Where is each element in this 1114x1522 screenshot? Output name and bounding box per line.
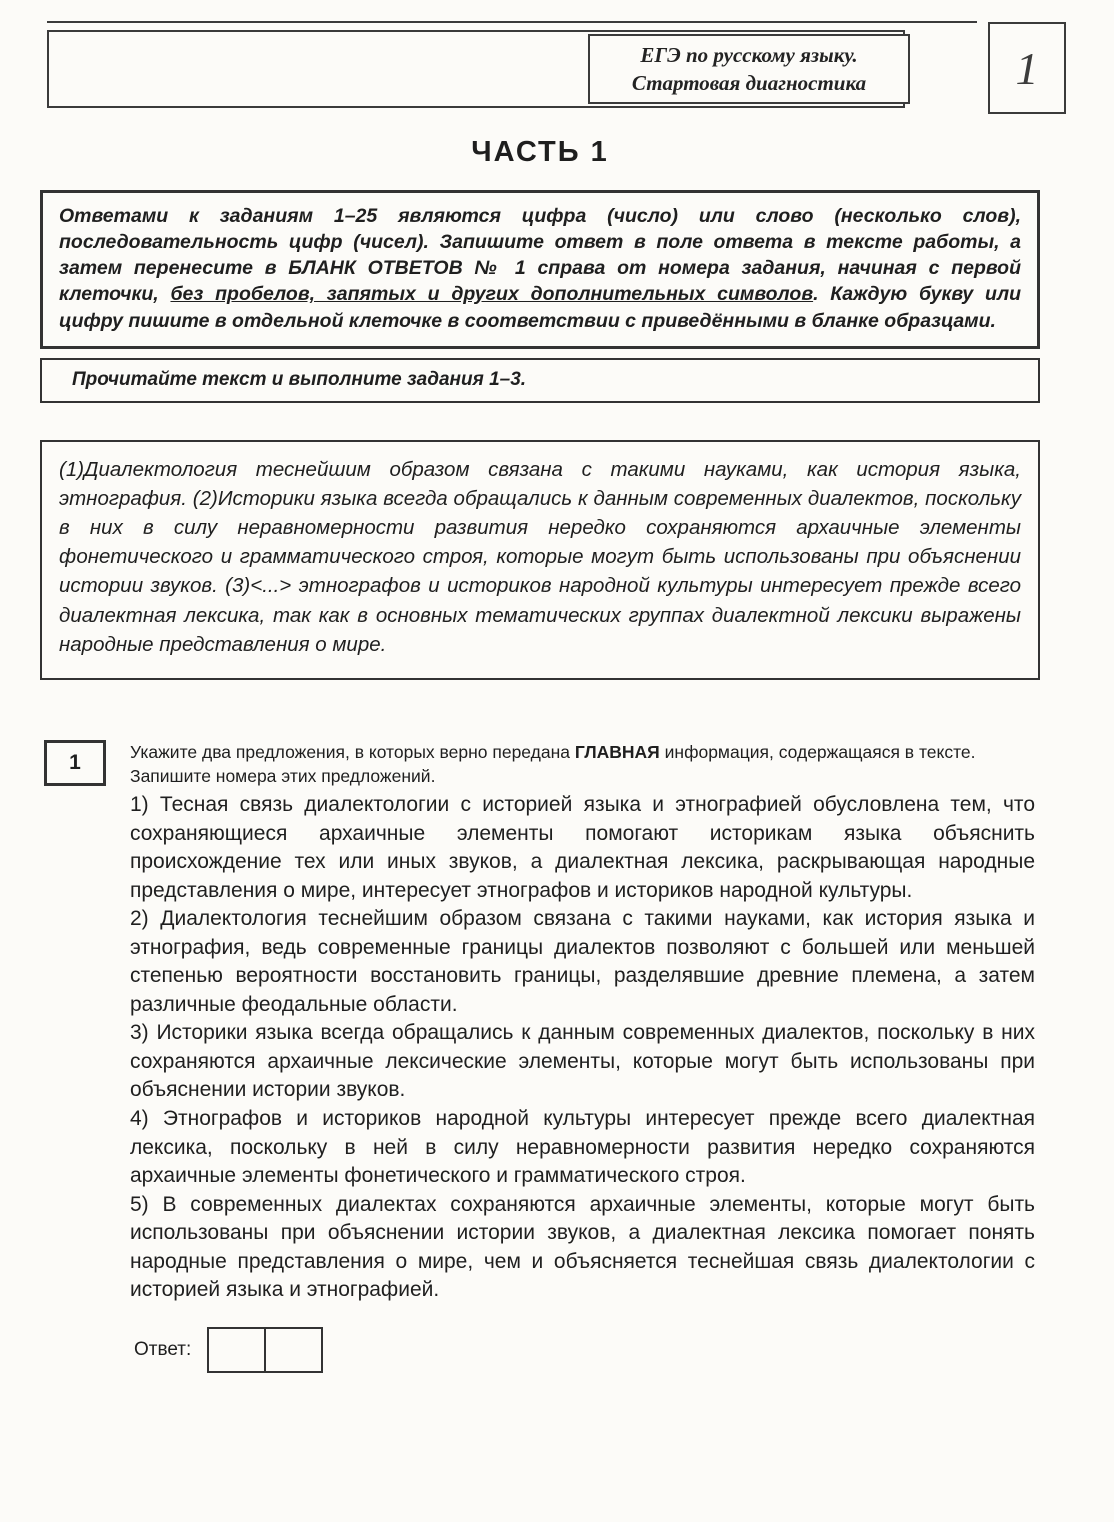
task1-number-box [44, 740, 106, 786]
answer-option: 2) Диалектология теснейшим образом связана с такими науками, как история языка и этнография, ведь современные границы диалектов позволяют с большей или меньшей степенью вероятности восстановить границы, разделявшие древние племена, а затем различные феодальные области. [130, 907, 1035, 1016]
task1-options [130, 791, 1035, 1305]
header-rule [47, 21, 977, 23]
answer-cell-1[interactable] [209, 1329, 264, 1371]
answer-cell-2[interactable] [264, 1329, 321, 1371]
answer-option: 3) Историки языка всегда обращались к данным современных диалектов, поскольку в них сохраняются архаичные лексические элементы, которые могут быть использованы при объяснении истории звуков. [130, 1021, 1035, 1102]
passage-text: (1)Диалектология теснейшим образом связана с такими науками, как история языка, этнография. (2)Историки языка всегда обращались к данным современных диалектов, поскольку в них в силу неравномерности развития нередко сохраняются архаичные элементы фонетического и грамматического строя, которые могут быть использованы при объяснении истории звуков. (3)<...> этнографов и историков народной культуры интересует прежде всего диалектная лексика, так как в основных тематических группах диалектной лексики выражены народные представления о мире. [59, 458, 1021, 656]
instructions-seg2: справа от номера задания, начиная с первой клеточки, [59, 257, 1021, 306]
answer-row [134, 1327, 1035, 1373]
answer-option: 4) Этнографов и историков народной культуры интересует прежде всего диалектная лексика, поскольку в ней в силу неравномерности развития нередко сохраняются архаичные элементы фонетического и грамматического строя. [130, 1107, 1035, 1188]
page-number-box [988, 22, 1066, 114]
task1-body [130, 791, 1035, 1373]
passage-box [40, 440, 1040, 680]
task1-number: 1 [69, 751, 81, 774]
exam-title-line1: ЕГЭ по русскому языку. [640, 42, 858, 67]
exam-title-line2: Стартовая диагностика [631, 71, 867, 95]
read-task-text: Прочитайте текст и выполните задания 1–3. [72, 369, 527, 390]
instructions-seg3: . Каждую букву или цифру пишите в отдельной клеточке в соответствии с приведёнными в бланке образцами. [59, 283, 1021, 332]
instructions-seg1: Ответами к заданиям 1–25 являются цифра (число) или слово (несколько слов), последовательность цифр (чисел). Запишите ответ в поле ответа в тексте работы, а затем перенесите в [59, 205, 1021, 280]
answer-option: 5) В современных диалектах сохраняются архаичные элементы, которые могут быть использованы при объяснении истории звуков, а диалектная лексика помогает понять народные представления о мире, чем и объясняется теснейшая связь диалектологии с историей языка и этнографией. [130, 1192, 1035, 1302]
task1-prompt-seg1: Укажите два предложения, в которых верно передана [130, 742, 575, 762]
instructions-underlined: без пробелов, запятых и других дополнительных символов [170, 283, 814, 306]
task1-prompt-bold: ГЛАВНАЯ [574, 742, 660, 762]
exam-title-box [588, 34, 910, 104]
answer-option: 1) Тесная связь диалектологии с историей языка и этнографией обусловлена тем, что сохраняющиеся архаичные элементы помогают историкам языка объяснить происхождение тех или иных звуков, а диалектная лексика, раскрывающая народные представления о мире, интересует этнографов и историков народной культуры. [130, 793, 1035, 902]
instructions-box [40, 190, 1040, 349]
task1-prompt [130, 741, 1035, 788]
part-title: ЧАСТЬ 1 [471, 136, 609, 168]
page-number: 1 [1015, 42, 1039, 94]
task1-prompt-seg2: информация, содержащаяся в тексте. Запишите номера этих предложений. [130, 742, 976, 786]
answer-label: Ответ: [134, 1338, 192, 1360]
instructions-blank-name: БЛАНК ОТВЕТОВ № 1 [288, 257, 526, 280]
read-task-box [40, 358, 1040, 403]
answer-cells [207, 1327, 323, 1373]
